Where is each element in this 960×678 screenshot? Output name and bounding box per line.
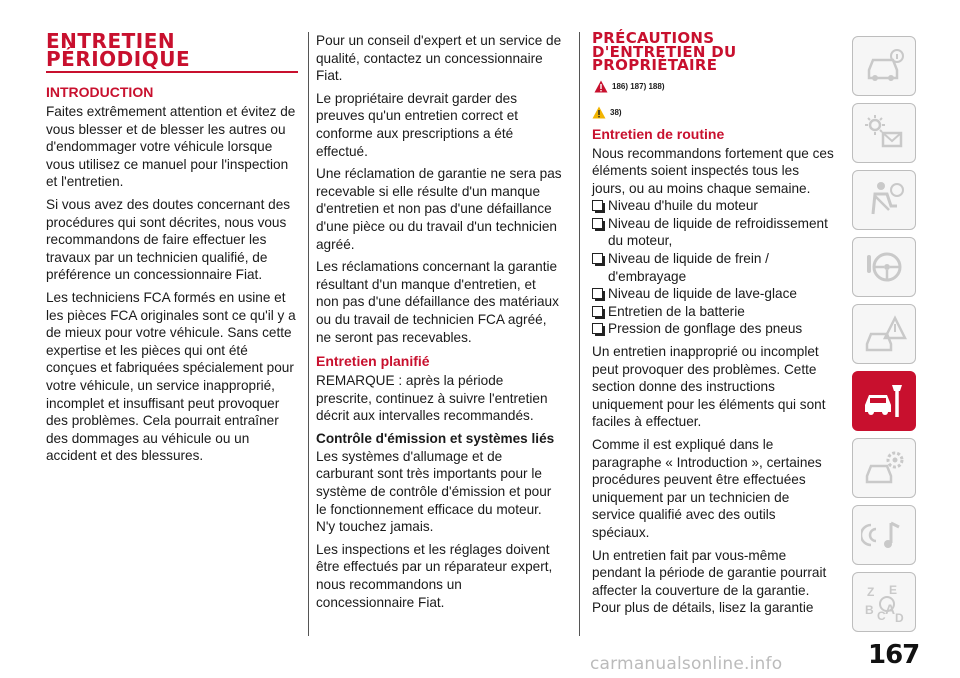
svg-text:A: A — [885, 601, 896, 617]
checkbox-icon — [592, 218, 603, 229]
svg-text:B: B — [865, 603, 874, 617]
checkbox-icon — [592, 288, 603, 299]
svg-text:Z: Z — [867, 585, 875, 599]
music-note-icon — [861, 513, 907, 557]
checklist-item: Niveau de liquide de refroidissement du moteur, — [592, 215, 836, 250]
chapter-tabs — [852, 36, 920, 639]
checklist-item: Pression de gonflage des pneus — [592, 320, 836, 338]
planned-maintenance-heading: Entretien planifié — [316, 353, 430, 370]
tab-technical-data[interactable] — [852, 438, 916, 498]
title-rule — [46, 71, 298, 73]
emission-control-heading: Contrôle d'émission et systèmes liés — [316, 430, 555, 446]
page-number: 167 — [868, 640, 920, 670]
column-divider-2 — [579, 32, 580, 636]
caution-references — [592, 105, 836, 121]
precautions-title-line-3: PROPRIÉTAIRE — [592, 56, 718, 74]
warning-triangle-icon — [594, 80, 608, 93]
chapter-title — [46, 29, 298, 71]
tab-multimedia[interactable] — [852, 505, 916, 565]
checklist-item: Niveau d'huile du moteur — [592, 197, 836, 215]
tab-starting-driving[interactable] — [852, 237, 916, 297]
column-2 — [316, 32, 562, 616]
paragraph-introduction-ref: Comme il est expliqué dans le paragraphe « Introduction », certaines procédures peuvent être effectuées uniquement par un technicien de service qualifié avec des outils spéciaux. — [592, 437, 822, 540]
paragraph-routine: Nous recommandons fortement que ces éléments soient inspectés tous les jours, ou au moins chaque semaine. — [592, 145, 834, 196]
checklist — [592, 197, 836, 338]
emergency-icon — [861, 312, 907, 356]
caution-reference-text: 38) — [610, 107, 622, 117]
precautions-title — [592, 29, 836, 74]
checkbox-icon — [592, 253, 603, 264]
chapter-title-line-2: PÉRIODIQUE — [46, 47, 191, 71]
alphabet-index-icon — [861, 580, 907, 624]
paragraph-ignition: Les systèmes d'allumage et de carburant sont très importants pour le système de contrôle d'émission et pour le fonctionnement efficace du moteur. N'y touchez jamais. — [316, 448, 552, 535]
tab-safety[interactable] — [852, 170, 916, 230]
seatbelt-icon — [861, 178, 907, 222]
column-1 — [46, 29, 298, 470]
paragraph-proof: Le propriétaire devrait garder des preuves qu'un entretien correct et conforme aux prescriptions a été effectué. — [316, 90, 519, 159]
steering-wheel-icon — [861, 245, 907, 289]
tab-emergency[interactable] — [852, 304, 916, 364]
gears-icon — [861, 446, 907, 490]
checkbox-icon — [592, 306, 603, 317]
intro-paragraph-1: Faites extrêmement attention et évitez de vous blesser et de blesser les autres ou d'endommager votre véhicule lorsque vous utilisez ce manuel pour l'inspection et l'entretien. — [46, 104, 296, 190]
paragraph-remark: REMARQUE : après la période prescrite, continuez à suivre l'entretien décrit aux intervalles recommandés. — [316, 373, 548, 424]
column-3 — [592, 29, 836, 622]
checklist-item: Niveau de liquide de lave-glace — [592, 285, 836, 303]
intro-paragraph-3: Les techniciens FCA formés en usine et les pièces FCA originales sont ce qu'il y a de mieux pour votre véhicule. Sans cette expertise et les pièces qui ont été conçues et fabriquées spécialement pour votre véhicule, un service inapproprié, incomplet et insuffisant peut provoquer des problèmes. Cela pourrait entraîner des dommages au véhicule ou un accident et des blessures. — [46, 289, 296, 464]
checklist-item: Entretien de la batterie — [592, 303, 836, 321]
checklist-item: Niveau de liquide de frein / d'embrayage — [592, 250, 836, 285]
svg-text:E: E — [889, 583, 898, 597]
paragraph-warranty: Un entretien fait par vous-même pendant la période de garantie pourrait affecter la couverture de la garantie. Pour plus de détails, lisez la garantie — [592, 547, 827, 616]
chapter-title-line-1: ENTRETIEN — [46, 29, 176, 53]
svg-text:C: C — [877, 609, 886, 623]
checkbox-icon — [592, 323, 603, 334]
precautions-title-line-2: D'ENTRETIEN DU — [592, 42, 737, 61]
warning-references — [594, 79, 836, 95]
car-info-icon — [861, 44, 907, 88]
paragraph-expert-advice: Pour un conseil d'expert et un service de qualité, contactez un concessionnaire Fiat. — [316, 33, 562, 84]
caution-triangle-icon — [592, 106, 606, 119]
warning-reference-text: 186) 187) 188) — [612, 81, 665, 91]
introduction-heading: INTRODUCTION — [46, 84, 154, 100]
paragraph-inspections: Les inspections et les réglages doivent être effectués par un réparateur expert, nous recommandons un concessionnaire Fiat. — [316, 541, 553, 610]
car-wrench-icon — [861, 379, 907, 423]
checkbox-icon — [592, 200, 603, 211]
paragraph-claim-2: Les réclamations concernant la garantie résultant d'un manque d'entretien, et non pas d'une défaillance des matériaux ou du travail de technicien FCA agréé, ne seront pas recevables. — [316, 259, 559, 345]
column-divider-1 — [308, 32, 309, 636]
tab-index[interactable] — [852, 572, 916, 632]
paragraph-claim-1: Une réclamation de garantie ne sera pas recevable si elle résulte d'un manque d'entretien et non pas d'une défaillance d'une pièce ou du travail d'un technicien agréé. — [316, 166, 562, 252]
tab-vehicle-overview[interactable] — [852, 36, 916, 96]
warning-lights-icon — [861, 111, 907, 155]
precautions-title-line-1: PRÉCAUTIONS — [592, 29, 715, 47]
routine-maintenance-heading: Entretien de routine — [592, 125, 725, 142]
paragraph-improper: Un entretien inapproprié ou incomplet peut provoquer des problèmes. Cette section donne des instructions uniquement pour les éléments qui sont faciles à effectuer. — [592, 344, 826, 430]
watermark: carmanualsonline.info — [590, 654, 783, 674]
tab-maintenance[interactable] — [852, 371, 916, 431]
intro-paragraph-2: Si vous avez des doutes concernant des procédures qui sont décrites, nous vous recommandons de faire effectuer les travaux par un technicien qualifié, de préférence un concessionnaire Fiat. — [46, 196, 291, 283]
tab-dashboard-lights[interactable] — [852, 103, 916, 163]
svg-text:D: D — [895, 611, 904, 624]
